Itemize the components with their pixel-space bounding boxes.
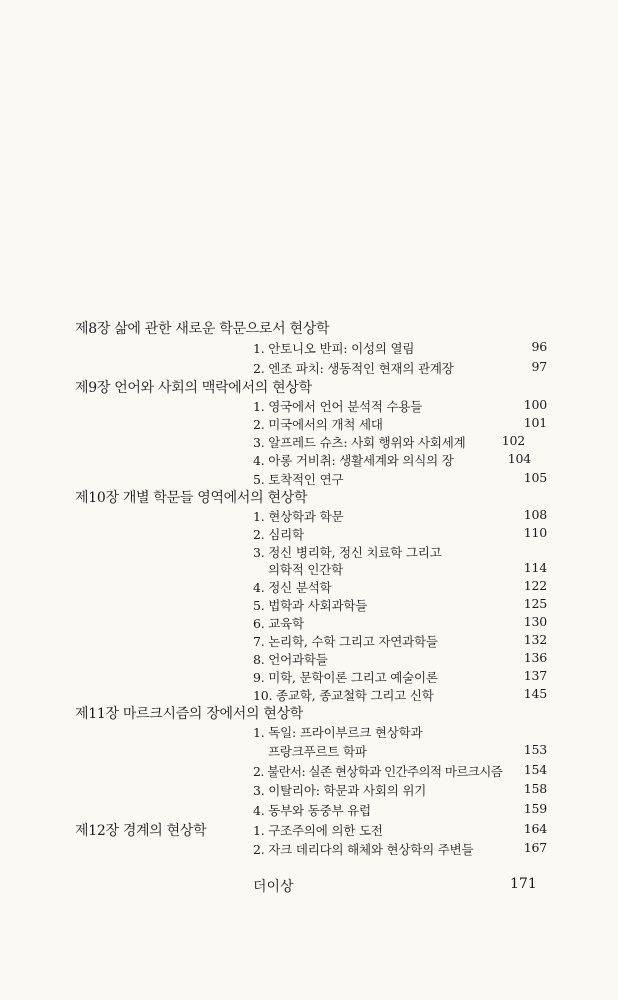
entry-page: 104 (507, 451, 531, 466)
entry-label: 3. 정신 병리학, 정신 치료학 그리고 (253, 545, 442, 560)
epilogue-page: 171 (510, 876, 537, 892)
entry-label: 3. 알프레드 슈츠: 사회 행위와 사회세계 (253, 435, 466, 450)
entry-page: 167 (523, 840, 547, 855)
entry-label-continued: 프랑크푸르트 학파 (268, 744, 367, 759)
entry-page: 96 (531, 339, 547, 354)
entry-label: 1. 구조주의에 의한 도전 (253, 823, 383, 838)
entry-label: 6. 교육학 (253, 616, 304, 631)
entry-page: 110 (523, 525, 547, 540)
entry-label: 9. 미학, 문학이론 그리고 예술이론 (253, 670, 438, 685)
entry-label: 2. 심리학 (253, 527, 304, 542)
entry-label: 4. 동부와 동중부 유럽 (253, 803, 371, 818)
entry-label: 4. 정신 분석학 (253, 580, 332, 595)
entry-page: 145 (523, 686, 547, 701)
entry-page: 102 (501, 433, 525, 448)
entry-label: 5. 법학과 사회과학들 (253, 598, 368, 613)
chapter-12-title: 제12장 경계의 현상학 (75, 823, 207, 839)
entry-page: 97 (531, 359, 547, 374)
entry-page: 153 (523, 742, 547, 757)
chapter-8-title: 제8장 삶에 관한 새로운 학문으로서 현상학 (75, 321, 330, 337)
entry-page: 105 (523, 470, 547, 485)
entry-label: 1. 독일: 프라이부르크 현상학과 (253, 725, 423, 740)
entry-label: 1. 현상학과 학문 (253, 509, 344, 524)
entry-page: 101 (523, 415, 547, 430)
entry-page: 136 (523, 650, 547, 665)
chapter-10-title: 제10장 개별 학문들 영역에서의 현상학 (75, 490, 308, 506)
entry-label: 2. 불란서: 실존 현상학과 인간주의적 마르크시즘 (253, 764, 503, 779)
entry-page: 100 (523, 397, 547, 412)
entry-page: 108 (523, 507, 547, 522)
entry-label: 1. 영국에서 언어 분석적 수용들 (253, 399, 423, 414)
chapter-11-title: 제11장 마르크시즘의 장에서의 현상학 (75, 706, 304, 722)
entry-page: 122 (523, 578, 547, 593)
entry-label: 7. 논리학, 수학 그리고 자연과학들 (253, 634, 438, 649)
entry-label: 2. 자크 데리다의 해체와 현상학의 주변들 (253, 842, 474, 857)
entry-page: 158 (523, 781, 547, 796)
entry-page: 154 (523, 762, 547, 777)
entry-label: 3. 이탈리아: 학문과 사회의 위기 (253, 783, 427, 798)
entry-page: 137 (523, 668, 547, 683)
entry-label: 1. 안토니오 반피: 이성의 열림 (253, 341, 415, 356)
entry-page: 164 (523, 821, 547, 836)
chapter-9-title: 제9장 언어와 사회의 맥락에서의 현상학 (75, 380, 312, 396)
entry-page: 132 (523, 632, 547, 647)
entry-label-continued: 의학적 인간학 (268, 562, 344, 577)
entry-page: 130 (523, 614, 547, 629)
entry-page: 125 (523, 596, 547, 611)
entry-page: 159 (523, 801, 547, 816)
entry-label: 10. 종교학, 종교철학 그리고 신학 (253, 688, 434, 703)
entry-label: 5. 토착적인 연구 (253, 472, 344, 487)
entry-label: 2. 미국에서의 개척 세대 (253, 417, 383, 432)
epilogue-label[interactable]: 더이상 (253, 879, 294, 895)
entry-label: 2. 엔조 파치: 생동적인 현재의 관계장 (253, 361, 454, 376)
entry-label: 4. 아롱 거비취: 생활세계와 의식의 장 (253, 453, 454, 468)
entry-page: 114 (523, 560, 547, 575)
entry-label: 8. 언어과학들 (253, 652, 328, 667)
